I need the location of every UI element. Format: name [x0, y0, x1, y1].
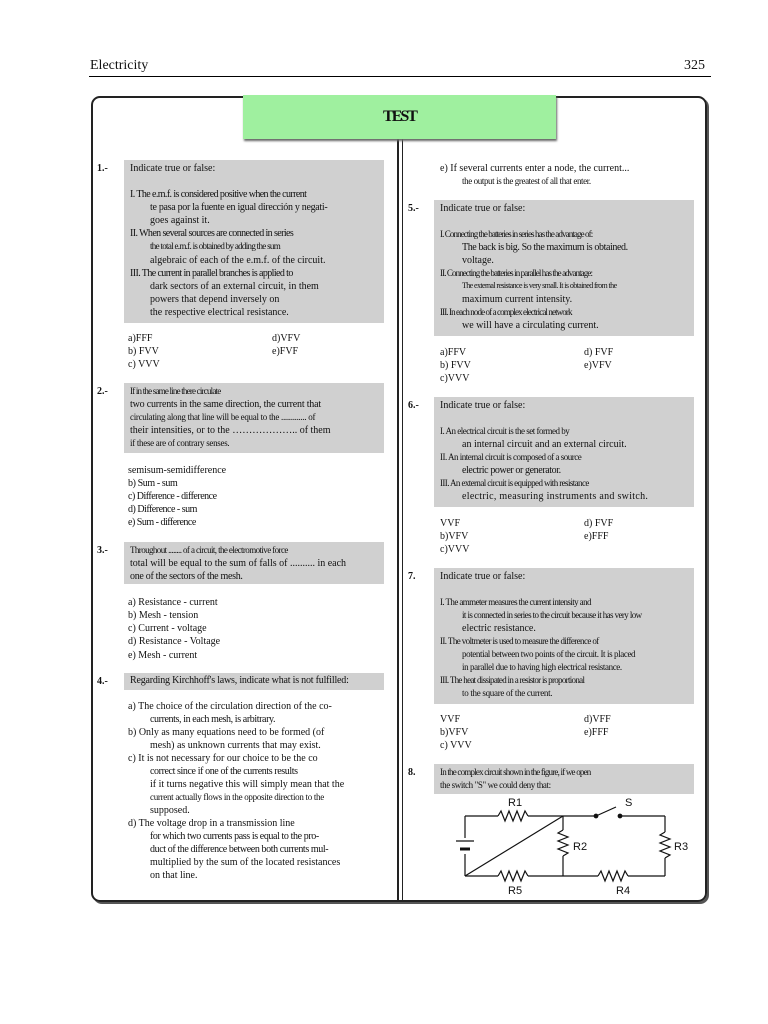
question-5-line: voltage. [462, 255, 494, 266]
question-8-number: 8. [408, 767, 416, 778]
test-title-box [243, 95, 556, 139]
question-4-line: d) The voltage drop in a transmission line [128, 818, 295, 829]
question-7-number: 7. [408, 571, 416, 582]
question-6-line: electric power or generator. [462, 465, 561, 476]
question-7-option: e)FFF [584, 727, 609, 738]
question-4e-line: e) If several currents enter a node, the current... [440, 163, 630, 174]
question-2-option: semisum-semidifference [128, 465, 227, 476]
column-divider [397, 118, 399, 902]
question-2-line: their intensities, or to the ……………….. of them [130, 425, 331, 436]
question-7-line: II. The voltmeter is used to measure the difference of [440, 636, 599, 646]
question-2-line: If in the same line there circulate [130, 386, 221, 396]
question-1-line: II. When several sources are connected in series [130, 228, 294, 239]
running-header-title: Electricity [90, 58, 149, 73]
page-number: 325 [684, 58, 705, 73]
question-7-line: it is connected in series to the circuit because it has very low [462, 610, 642, 620]
question-5-line: The back is big. So the maximum is obtained. [462, 242, 628, 253]
question-1-number: 1.- [97, 163, 108, 174]
question-6-option: d) FVF [584, 518, 614, 529]
question-4-line: mesh) as unknown currents that may exist. [150, 740, 321, 751]
question-1-option: c) VVV [128, 359, 160, 370]
question-6-line: I. An electrical circuit is the set formed by [440, 426, 570, 436]
question-6-option: c)VVV [440, 544, 470, 555]
question-1-line: the total e.m.f. is obtained by adding the sum [150, 241, 281, 251]
question-1-line: powers that depend inversely on [150, 294, 280, 305]
question-3-line: one of the sectors of the mesh. [130, 571, 243, 582]
question-6-line: II. An internal circuit is composed of a source [440, 452, 582, 462]
question-7-line: in parallel due to having high electrical resistance. [462, 662, 622, 672]
question-4-line: duct of the difference between both currents mul- [150, 844, 329, 855]
question-3-option: d) Resistance - Voltage [128, 636, 221, 647]
question-4-line: multiplied by the sum of the located resistances [150, 857, 341, 868]
question-1-line: te pasa por la fuente en igual dirección y negati- [150, 202, 328, 213]
question-5-number: 5.- [408, 203, 419, 214]
label-r2: R2 [573, 841, 588, 853]
question-2-option: c) Difference - difference [128, 491, 217, 502]
question-4-line: correct since if one of the currents results [150, 766, 298, 777]
question-6-number: 6.- [408, 400, 419, 411]
resistor-r1 [498, 811, 528, 821]
label-s: S [625, 797, 633, 809]
question-4-line: if it turns negative this will simply mean that the [150, 779, 345, 790]
question-1-line: algebraic of each of the e.m.f. of the circuit. [150, 255, 326, 266]
question-5-option: e)VFV [584, 360, 612, 371]
question-7-option: d)VFF [584, 714, 611, 725]
question-1-prompt: Indicate true or false: [130, 163, 216, 174]
question-1-line: III. The current in parallel branches is applied to [130, 268, 293, 279]
question-7-line: potential between two points of the circuit. It is placed [462, 649, 636, 659]
circuit-diagram [450, 794, 690, 900]
label-r5: R5 [508, 885, 523, 897]
question-7-option: b)VFV [440, 727, 469, 738]
resistor-r5 [498, 871, 528, 881]
question-6-prompt: Indicate true or false: [440, 400, 526, 411]
question-4-line: supposed. [150, 805, 190, 816]
test-title: TEST [383, 108, 416, 125]
question-4-line: currents, in each mesh, is arbitrary. [150, 714, 276, 725]
question-7-line: III. The heat dissipated in a resistor is proportional [440, 675, 585, 685]
question-3-option: a) Resistance - current [128, 597, 218, 608]
question-5-option: a)FFV [440, 347, 467, 358]
question-5-option: b) FVV [440, 360, 471, 371]
question-1-line: dark sectors of an external circuit, in them [150, 281, 319, 292]
question-5-line: III. In each node of a complex electrical network [440, 307, 572, 317]
question-3-option: b) Mesh - tension [128, 610, 199, 621]
column-divider-inner [402, 118, 403, 902]
label-r1: R1 [508, 797, 523, 809]
question-7-option: VVF [440, 714, 461, 725]
question-7-line: I. The ammeter measures the current intensity and [440, 597, 591, 607]
question-5-line: The external resistance is very small. It is obtained from the [462, 281, 617, 290]
question-6-option: VVF [440, 518, 461, 529]
question-2-option: e) Sum - difference [128, 517, 196, 528]
question-2-option: b) Sum - sum [128, 478, 178, 489]
question-4-prompt: Regarding Kirchhoff's laws, indicate what is not fulfilled: [130, 675, 349, 686]
question-1-option: e)FVF [272, 346, 299, 357]
header-rule [89, 76, 711, 77]
question-1-option: d)VFV [272, 333, 301, 344]
question-4-line: on that line. [150, 870, 198, 881]
question-2-line: two currents in the same direction, the current that [130, 399, 321, 410]
question-4-number: 4.- [97, 676, 108, 687]
question-4e-line: the output is the greatest of all that enter. [462, 176, 591, 186]
question-2-option: d) Difference - sum [128, 504, 197, 515]
question-5-prompt: Indicate true or false: [440, 203, 526, 214]
question-8-line: In the complex circuit shown in the figure, if we open [440, 767, 591, 777]
question-6-option: b)VFV [440, 531, 469, 542]
switch-blade [596, 807, 616, 816]
question-7-line: to the square of the current. [462, 688, 553, 698]
question-5-option: c)VVV [440, 373, 470, 384]
question-1-option: a)FFF [128, 333, 153, 344]
question-4-line: a) The choice of the circulation direction of the co- [128, 701, 332, 712]
question-3-line: total will be equal to the sum of falls of .......... in each [130, 558, 347, 569]
question-4-line: current actually flows in the opposite direction to the [150, 792, 324, 802]
question-5-option: d) FVF [584, 347, 614, 358]
question-7-prompt: Indicate true or false: [440, 571, 526, 582]
question-3-option: e) Mesh - current [128, 650, 198, 661]
question-1-option: b) FVV [128, 346, 159, 357]
resistor-r3 [660, 832, 670, 858]
diagonal-wire [465, 816, 563, 876]
question-5-line: I. Connecting the batteries in series has the advantage of: [440, 229, 593, 239]
question-7-option: c) VVV [440, 740, 472, 751]
label-r3: R3 [674, 841, 689, 853]
question-8-line: the switch "S" we could deny that: [440, 780, 551, 790]
question-7-line: electric resistance. [462, 623, 536, 634]
question-2-line: if these are of contrary senses. [130, 438, 230, 448]
question-3-number: 3.- [97, 545, 108, 556]
resistor-r4 [598, 871, 628, 881]
question-1-line: I. The e.m.f. is considered positive when the current [130, 189, 307, 200]
question-4-line: for which two currents pass is equal to the pro- [150, 831, 319, 842]
resistor-r2 [558, 830, 568, 856]
question-2-line: circulating along that line will be equal to the ............. of [130, 412, 316, 422]
question-1-line: the respective electrical resistance. [150, 307, 289, 318]
question-6-line: an internal circuit and an external circuit. [462, 439, 627, 450]
question-4-line: b) Only as many equations need to be formed (of [128, 727, 325, 738]
question-6-line: electric, measuring instruments and switch. [462, 491, 649, 502]
label-r4: R4 [616, 885, 631, 897]
question-6-line: III. An external circuit is equipped with resistance [440, 478, 589, 488]
question-6-option: e)FFF [584, 531, 609, 542]
question-3-option: c) Current - voltage [128, 623, 207, 634]
question-5-line: maximum current intensity. [462, 294, 573, 305]
question-5-line: we will have a circulating current. [462, 320, 599, 331]
question-3-line: Throughout ........ of a circuit, the electromotive force [130, 545, 288, 555]
question-5-line: II. Connecting the batteries in parallel has the advantage: [440, 268, 593, 278]
question-4-line: c) It is not necessary for our choice to be the co [128, 753, 318, 764]
question-2-number: 2.- [97, 386, 108, 397]
question-1-line: goes against it. [150, 215, 210, 226]
